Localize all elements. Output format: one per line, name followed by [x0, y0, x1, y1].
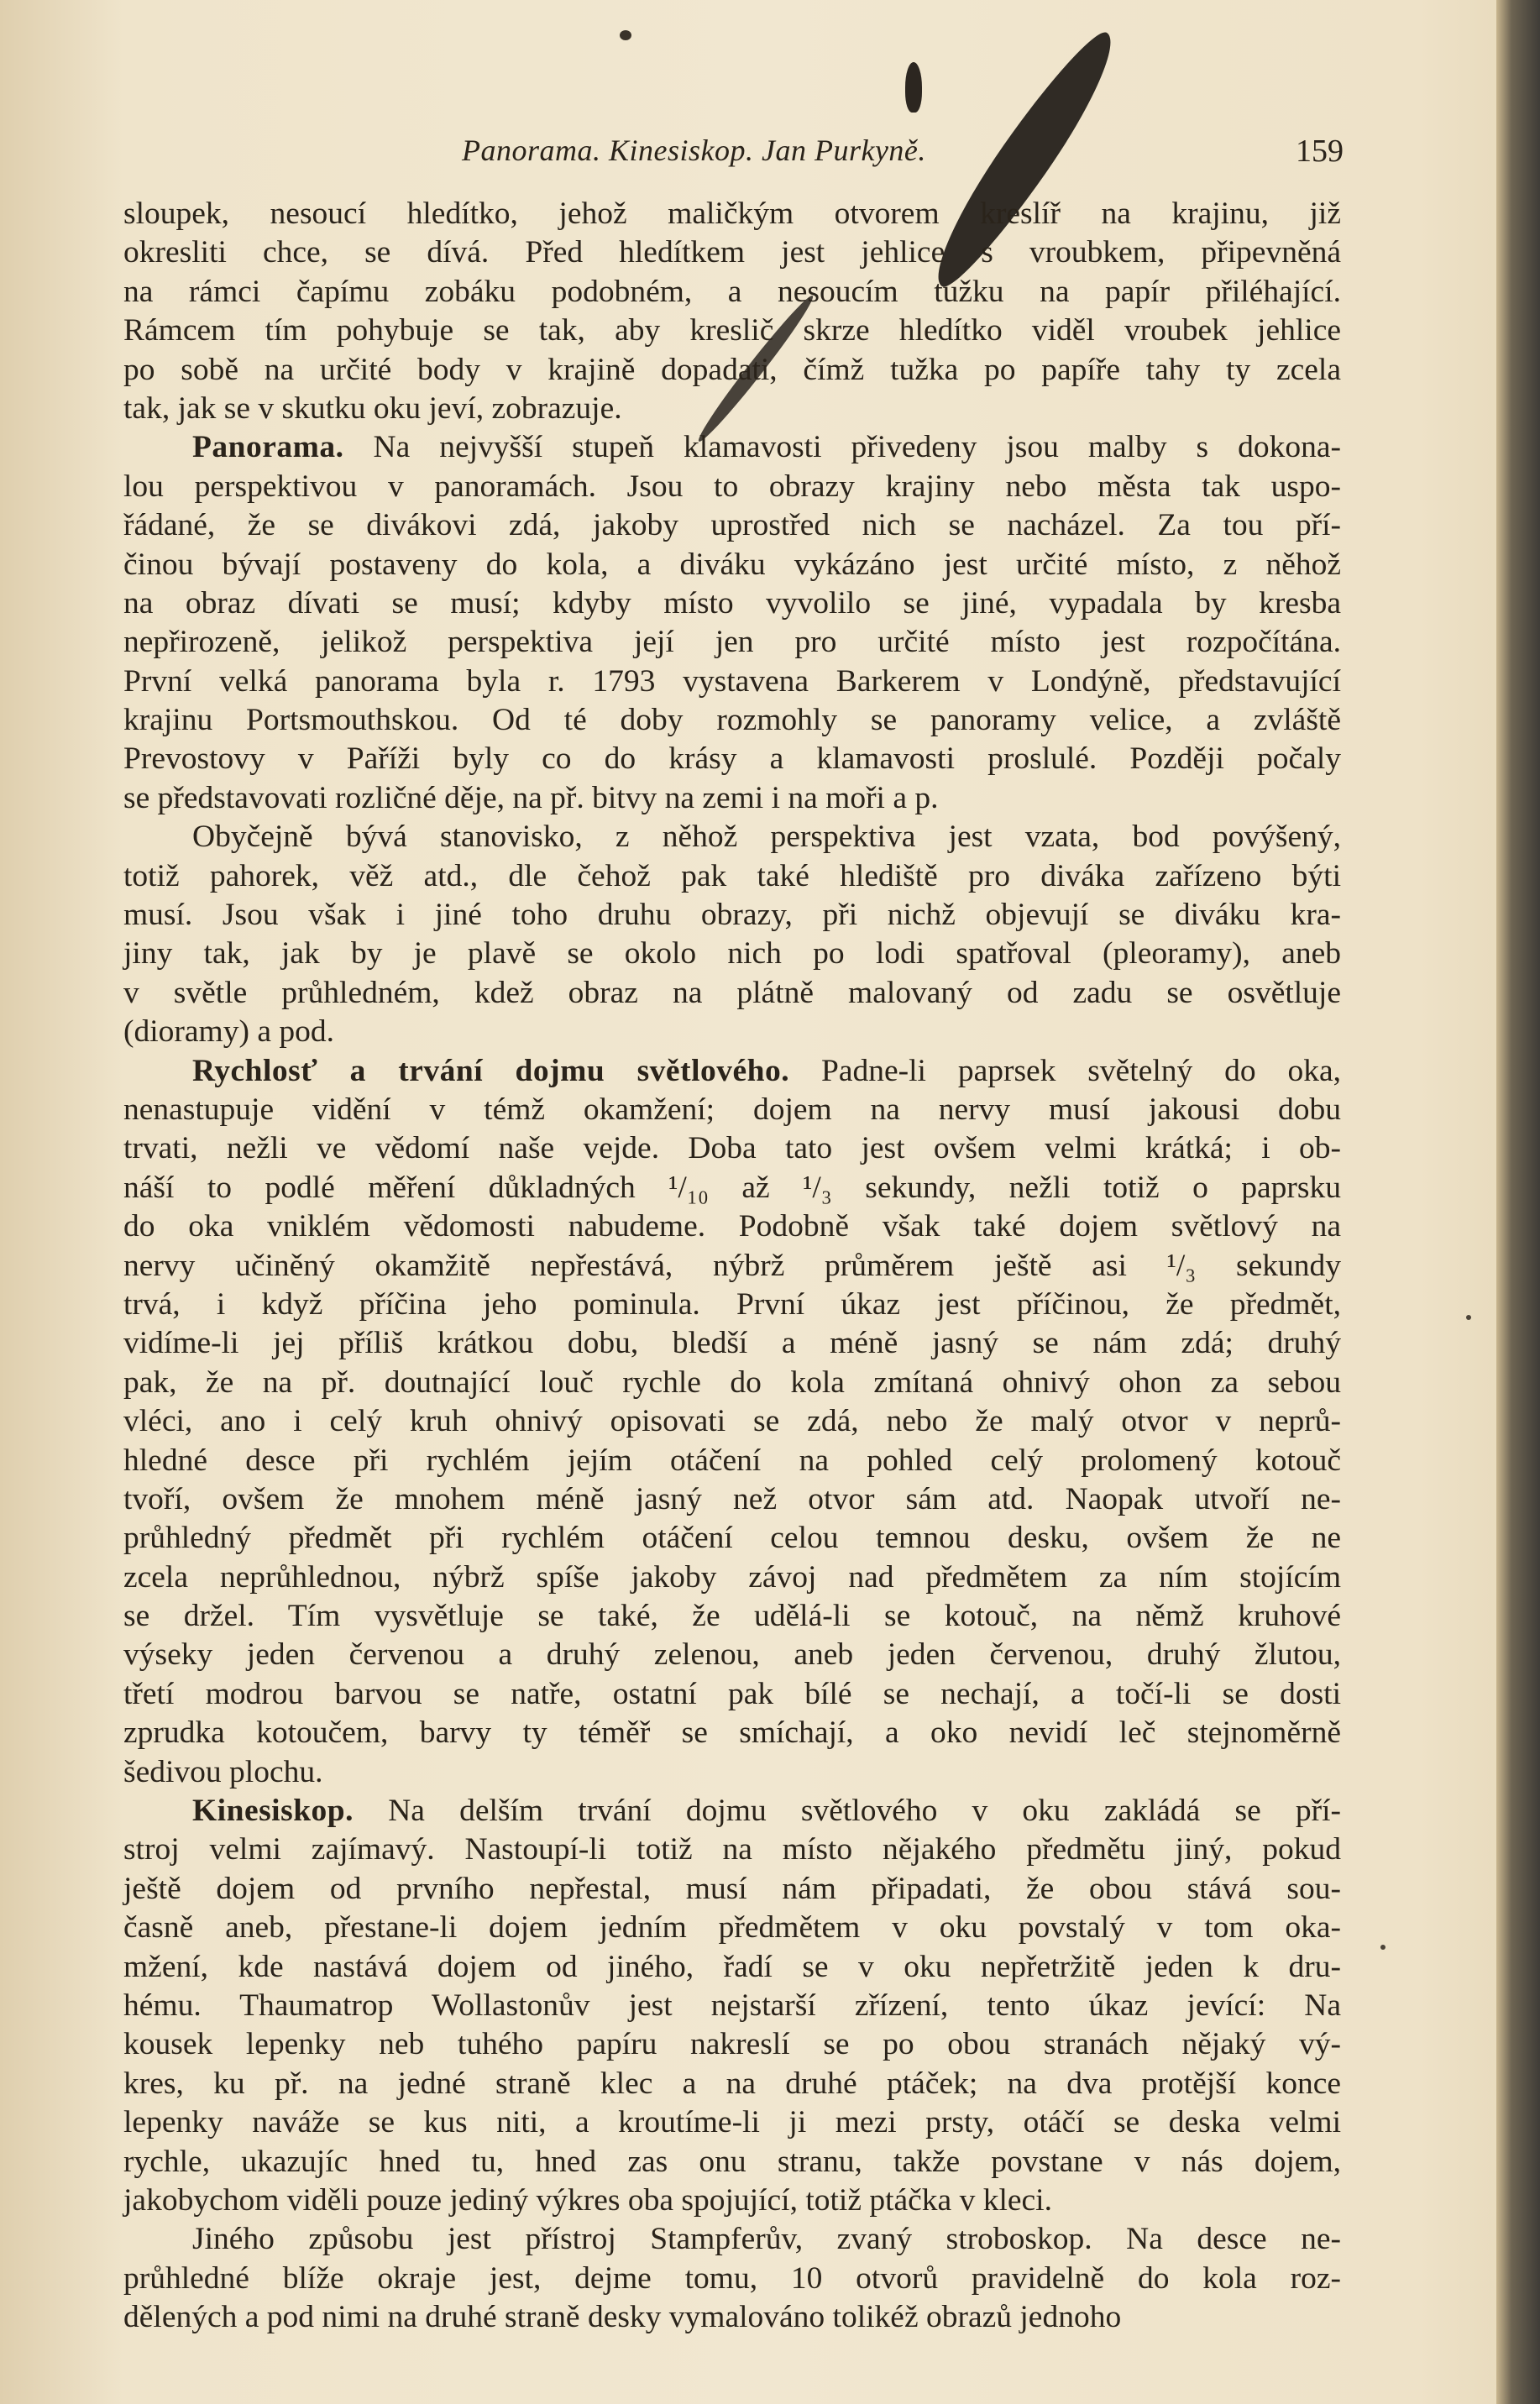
text-line: zprudka kotoučem, barvy ty téměř se smíchají, a oko nevidí leč stejnoměrně: [123, 1715, 1341, 1751]
text-line: řádané, že se divákovi zdá, jakoby uprostřed nich se nacházel. Za tou pří-: [123, 508, 1341, 543]
text-line: tak, jak se v skutku oku jeví, zobrazuje.: [123, 390, 622, 426]
text-line: Prevostovy v Paříži byly co do krásy a klamavosti proslulé. Později počaly: [123, 741, 1341, 777]
text-line: okresliti chce, se dívá. Před hledítkem jest jehlice s vroubkem, připevněná: [123, 235, 1341, 270]
text-line: činou bývají postaveny do kola, a diváku vykázáno jest určité místo, z něhož: [123, 547, 1341, 582]
body-text: [123, 195, 1341, 2337]
text-line: průhledné blíže okraje jest, dejme tomu, 10 otvorů pravidelně do kola roz-: [123, 2260, 1341, 2296]
text-line: (dioramy) a pod.: [123, 1014, 334, 1050]
text-line: mžení, kde nastává dojem od jiného, řadí se v oku nepřetržitě jeden k dru-: [123, 1949, 1341, 1984]
text-line: do oka vniklém vědomosti nabudeme. Podobně však také dojem světlový na: [123, 1209, 1341, 1244]
section-term: Kinesiskop.: [192, 1794, 354, 1829]
page-header: [126, 133, 1352, 175]
text-line: [123, 428, 1341, 467]
text-line: nepřirozeně, jelikož perspektiva její jen pro určité místo jest rozpočítána.: [123, 625, 1341, 660]
text-line: lou perspektivou v panoramách. Jsou to obrazy krajiny nebo města tak uspo-: [123, 469, 1341, 504]
text-line: časně aneb, přestane-li dojem jedním předmětem v oku povstalý v tom oka-: [123, 1910, 1341, 1946]
text-line: jiny tak, jak by je plavě se okolo nich po lodi spatřoval (pleoramy), aneb: [123, 936, 1341, 972]
text-line: nenastupuje vidění v témž okamžení; dojem na nervy musí jakousi dobu: [123, 1092, 1341, 1127]
paragraph: [123, 2220, 1341, 2337]
text-line: Rámcem tím pohybuje se tak, aby kreslič skrze hledítko viděl vroubek jehlice: [123, 313, 1341, 348]
section-term: Rychlosť a trvání dojmu světlového.: [192, 1053, 790, 1088]
text-line: stroj velmi zajímavý. Nastoupí-li totiž na místo nějakého předmětu jiný, pokud: [123, 1832, 1341, 1867]
text-line: vidíme-li jej příliš krátkou dobu, bledší a méně jasný se nám zdá; druhý: [123, 1326, 1341, 1361]
text-line: nervy učiněný okamžitě nepřestává, nýbrž průměrem ještě asi ¹/₃ sekundy: [123, 1248, 1341, 1283]
text-line: se představovati rozličné děje, na př. bitvy na zemi i na moři a p.: [123, 780, 939, 815]
ink-fleck: [620, 30, 631, 40]
text-line: rychle, ukazujíc hned tu, hned zas onu stranu, takže povstane v nás dojem,: [123, 2144, 1341, 2179]
text-line: třetí modrou barvou se natře, ostatní pak bílé se nechají, a točí-li se dosti: [123, 1676, 1341, 1711]
text-line: pak, že na př. doutnající louč rychle do kola zmítaná ohnivý ohon za sebou: [123, 1364, 1341, 1400]
paragraph: [123, 195, 1341, 428]
text-line: [123, 1792, 1341, 1830]
line-text: Padne-li paprsek světelný do oka,: [820, 1053, 1341, 1088]
text-line: trvati, nežli ve vědomí naše vejde. Doba tato jest ovšem velmi krátká; i ob-: [123, 1131, 1341, 1166]
text-line: hému. Thaumatrop Wollastonův jest nejstarší zřízení, tento úkaz jevící: Na: [123, 1988, 1341, 2023]
text-line: v světle průhledném, kdež obraz na plátně malovaný od zadu se osvětluje: [123, 975, 1341, 1010]
text-line: jakobychom viděli pouze jediný výkres oba spojující, totiž ptáčka v kleci.: [123, 2182, 1052, 2218]
paragraph: [123, 1052, 1341, 1792]
line-text: Na nejvyšší stupeň klamavosti přivedeny jsou malby s dokona-: [373, 430, 1341, 465]
text-line: po sobě na určité body v krajině dopadati, čímž tužka po papíře tahy ty zcela: [123, 352, 1341, 387]
text-line: se držel. Tím vysvětluje se také, že udělá-li se kotouč, na němž kruhové: [123, 1599, 1341, 1634]
margin-dot: [1380, 1945, 1385, 1950]
text-line: Jiného způsobu jest přístroj Stampferův, zvaný stroboskop. Na desce ne-: [192, 2222, 1341, 2257]
text-line: První velká panorama byla r. 1793 vystavena Barkerem v Londýně, představující: [123, 663, 1341, 699]
book-binding-edge: [1496, 0, 1540, 2404]
running-title: Panorama. Kinesiskop. Jan Purkyně.: [462, 134, 926, 167]
text-line: kres, ku př. na jedné straně klec a na druhé ptáček; na dva protější konce: [123, 2066, 1341, 2101]
text-line: zcela neprůhlednou, nýbrž spíše jakoby závoj nad předmětem za ním stojícím: [123, 1559, 1341, 1595]
text-line: vléci, ano i celý kruh ohnivý opisovati se zdá, nebo že malý otvor v neprů-: [123, 1404, 1341, 1439]
page-number: 159: [1296, 134, 1344, 169]
text-line: výseky jeden červenou a druhý zelenou, aneb jeden červenou, druhý žlutou,: [123, 1637, 1341, 1673]
paragraph: [123, 818, 1341, 1051]
text-line: dělených a pod nimi na druhé straně desky vymalováno tolikéž obrazů jednoho: [123, 2300, 1122, 2335]
text-line: na obraz dívati se musí; kdyby místo vyvolilo se jiné, vypadala by kresba: [123, 585, 1341, 621]
text-line: totiž pahorek, věž atd., dle čehož pak také hlediště pro diváka zařízeno býti: [123, 858, 1341, 893]
text-line: náší to podlé měření důkladných ¹/₁₀ až ¹/₃ sekundy, nežli totiž o paprsku: [123, 1170, 1341, 1205]
text-line: ještě dojem od prvního nepřestal, musí nám připadati, že obou stává sou-: [123, 1871, 1341, 1906]
text-line: šedivou plochu.: [123, 1754, 323, 1789]
text-line: sloupek, nesoucí hledítko, jehož maličkým otvorem kreslíř na krajinu, již: [123, 196, 1341, 231]
text-line: krajinu Portsmouthskou. Od té doby rozmohly se panoramy velice, a zvláště: [123, 703, 1341, 738]
paragraph: [123, 1792, 1341, 2220]
text-line: trvá, i když příčina jeho pominula. První úkaz jest příčinou, že předmět,: [123, 1286, 1341, 1322]
text-line: musí. Jsou však i jiné toho druhu obrazy, při nichž objevují se diváku kra-: [123, 898, 1341, 933]
text-line: Obyčejně bývá stanovisko, z něhož perspektiva jest vzata, bod povýšený,: [192, 820, 1341, 855]
text-line: průhledný předmět při rychlém otáčení celou temnou desku, ovšem že ne: [123, 1521, 1341, 1556]
text-line: na rámci čapímu zobáku podobném, a nesoucím tužku na papír přiléhající.: [123, 274, 1341, 309]
text-line: [123, 1052, 1341, 1091]
text-line: lepenky naváže se kus niti, a kroutíme-li ji mezi prsty, otáčí se deska velmi: [123, 2105, 1341, 2140]
margin-dot: [1466, 1315, 1471, 1320]
paragraph: [123, 428, 1341, 818]
ink-blot: [905, 62, 922, 113]
text-line: tvoří, ovšem že mnohem méně jasný než otvor sám atd. Naopak utvoří ne-: [123, 1481, 1341, 1516]
text-line: kousek lepenky neb tuhého papíru nakreslí se po obou stranách nějaký vý-: [123, 2027, 1341, 2062]
line-text: Na delším trvání dojmu světlového v oku zakládá se pří-: [388, 1794, 1342, 1829]
section-term: Panorama.: [192, 430, 344, 465]
text-line: hledné desce při rychlém jejím otáčení na pohled celý prolomený kotouč: [123, 1443, 1341, 1478]
